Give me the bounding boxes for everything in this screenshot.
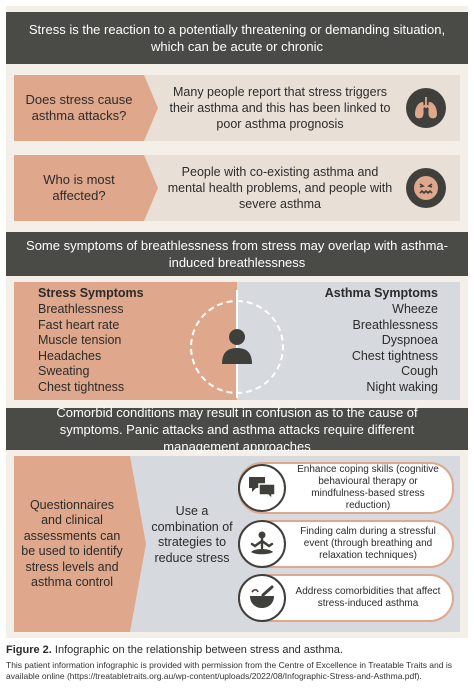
stress-definition-banner: Stress is the reaction to a potentially threatening or demanding situation, which can be acute or chronic [6, 12, 468, 64]
list-item: Breathlessness [352, 317, 438, 332]
lungs-icon [406, 88, 446, 128]
list-item: Headaches [38, 348, 102, 363]
assessment-text: Questionnaires and clinical assessments can be used to identify stress levels and asthma control [14, 456, 130, 632]
speech-bubbles-icon [238, 464, 286, 512]
comorbid-banner: Comorbid conditions may result in confusion as to the cause of symptoms. Panic attacks and asthma attacks require different management approaches [6, 408, 468, 450]
stress-symptoms-list [38, 302, 124, 395]
arrow-shape [130, 456, 146, 632]
caption-text: Infographic on the relationship between stress and asthma. [54, 644, 343, 656]
list-item: Muscle tension [38, 333, 122, 347]
strategy-comorbidities [238, 574, 454, 622]
stressed-face-icon [406, 168, 446, 208]
meditation-icon [238, 520, 286, 568]
overlap-banner: Some symptoms of breathlessness from stress may overlap with asthma-induced breathlessness [6, 232, 468, 276]
answer-most-affected: People with co-existing asthma and mental health problems, and people with severe asthma [167, 165, 393, 211]
strategy-text: Finding calm during a stressful event (through breathing and relaxation techniques) [300, 526, 436, 561]
list-item: Chest tightness [351, 348, 438, 363]
list-item: Chest tightness [38, 379, 125, 394]
strategy-coping-skills [238, 462, 454, 514]
figure-note: This patient information infographic is provided with permission from the Centre of Excellence in Treatable Traits and is available online (https://treatabletraits.org.au/wp-content/uploads/2022/08/Infographic-Stress-and-Asthma.pdf). [6, 660, 452, 681]
strategy-text: Address comorbidities that affect stress-induced asthma [295, 586, 441, 609]
list-item: Dyspnoea [381, 333, 438, 347]
strategies-intro: Use a combination of strategies to reduce stress [151, 504, 233, 565]
question-asthma-attacks: Does stress cause asthma attacks? [14, 75, 144, 141]
list-item: Night waking [366, 379, 438, 394]
asthma-symptoms-list [352, 302, 438, 395]
row-most-affected [14, 155, 460, 221]
strategies-section [14, 456, 460, 632]
strategy-text: Enhance coping skills (cognitive behavioural therapy or mindfulness-based stress reduction) [297, 464, 439, 511]
list-item: Sweating [38, 364, 90, 378]
strategy-finding-calm [238, 520, 454, 568]
answer-asthma-attacks: Many people report that stress triggers their asthma and this has been linked to poor asthma prognosis [169, 85, 391, 131]
row-asthma-attacks [14, 75, 460, 141]
list-item: Cough [401, 364, 438, 378]
caption-label: Figure 2. [6, 644, 52, 656]
symptoms-comparison [14, 282, 460, 400]
infographic [6, 6, 468, 638]
arrow-shape [144, 155, 158, 221]
list-item: Fast heart rate [38, 317, 120, 332]
person-icon [218, 326, 256, 368]
mortar-pestle-icon [238, 574, 286, 622]
list-item: Breathlessness [38, 302, 124, 316]
figure-caption [6, 644, 468, 657]
arrow-shape [144, 75, 158, 141]
list-item: Wheeze [392, 302, 438, 316]
question-most-affected: Who is most affected? [14, 155, 144, 221]
asthma-symptoms-title: Asthma Symptoms [324, 286, 438, 300]
stress-symptoms-title: Stress Symptoms [38, 286, 144, 300]
